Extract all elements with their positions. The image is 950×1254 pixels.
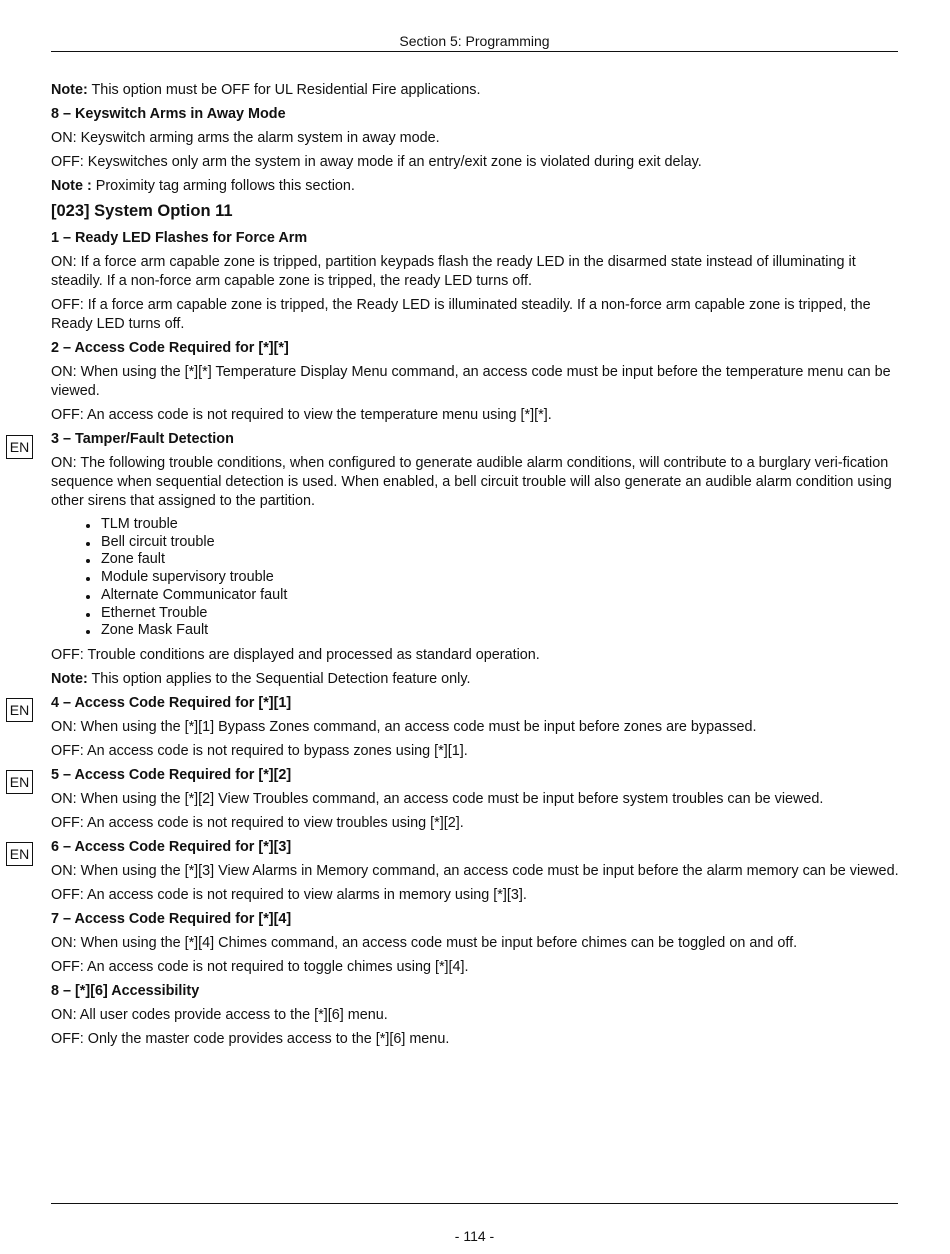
note-text: This option must be OFF for UL Residential Fire applications. <box>87 82 481 98</box>
option-off-text: OFF: Only the master code provides access to the [*][6] menu. <box>51 1030 450 1047</box>
option-on-text: ON: If a force arm capable zone is tripped, partition keypads flash the ready LED in the disarmed state instead of illuminating it steadily. If a non-force arm capable zone is tripped, the ready LED turns off. <box>51 254 856 289</box>
option-heading: 6 – Access Code Required for [*][3] <box>51 838 292 855</box>
option-off-text: OFF: An access code is not required to bypass zones using [*][1]. <box>51 742 468 759</box>
list-item: Ethernet Trouble <box>101 605 903 623</box>
option-off-text: OFF: An access code is not required to toggle chimes using [*][4]. <box>51 958 469 975</box>
note-label: Note : <box>51 178 92 194</box>
note-text: This option applies to the Sequential Detection feature only. <box>87 670 471 687</box>
note-label: Note: <box>51 82 88 98</box>
option-heading: 1 – Ready LED Flashes for Force Arm <box>51 230 308 246</box>
page-number: - 114 - <box>454 1228 495 1244</box>
header-divider <box>51 51 898 52</box>
note-paragraph <box>51 81 903 100</box>
option-on-text: ON: When using the [*][3] View Alarms in Memory command, an access code must be input before the alarm memory can be viewed. <box>51 862 899 879</box>
list-item: Module supervisory trouble <box>101 569 903 587</box>
option-heading: 4 – Access Code Required for [*][1] <box>51 694 292 711</box>
option-off-text: OFF: An access code is not required to view alarms in memory using [*][3]. <box>51 886 527 903</box>
option-heading: 2 – Access Code Required for [*][*] <box>51 340 289 356</box>
option-on-text: ON: Keyswitch arming arms the alarm system in away mode. <box>51 130 440 146</box>
option-heading: 3 – Tamper/Fault Detection <box>51 431 234 447</box>
note-paragraph <box>51 177 903 196</box>
option-on-text: ON: When using the [*][*] Temperature Display Menu command, an access code must be input before the temperature menu can be viewed. <box>51 364 891 399</box>
option-heading: 5 – Access Code Required for [*][2] <box>51 766 292 783</box>
list-item: Zone fault <box>101 551 903 569</box>
en-language-marker: EN <box>6 842 33 866</box>
option-on-text: ON: All user codes provide access to the [*][6] menu. <box>51 1006 388 1023</box>
option-off-text: OFF: An access code is not required to view troubles using [*][2]. <box>51 814 464 831</box>
option-heading: 8 – Keyswitch Arms in Away Mode <box>51 106 286 122</box>
note-text: Proximity tag arming follows this section. <box>91 178 355 194</box>
list-item: Alternate Communicator fault <box>101 587 903 605</box>
list-item: Bell circuit trouble <box>101 534 903 552</box>
option-on-text: ON: The following trouble conditions, when configured to generate audible alarm conditions, will contribute to a burglary veri-fication sequence when sequential detection is used. When enabled, a bell circuit trouble will also generate an audible alarm condition using other sirens that assigned to the partition. <box>51 455 892 509</box>
running-header: Section 5: Programming <box>399 33 550 49</box>
section-heading: [023] System Option 11 <box>51 202 233 220</box>
note-label: Note: <box>51 670 88 687</box>
footer-divider <box>51 1203 898 1204</box>
en-language-marker: EN <box>6 770 33 794</box>
page-content <box>51 81 903 1054</box>
list-item: TLM trouble <box>101 516 903 534</box>
trouble-conditions-list <box>51 516 903 640</box>
option-off-text: OFF: Trouble conditions are displayed and processed as standard operation. <box>51 646 540 663</box>
option-heading: 8 – [*][6] Accessibility <box>51 982 200 999</box>
en-language-marker: EN <box>6 435 33 459</box>
option-off-text: OFF: Keyswitches only arm the system in away mode if an entry/exit zone is violated during exit delay. <box>51 154 702 170</box>
option-off-text: OFF: An access code is not required to view the temperature menu using [*][*]. <box>51 407 552 423</box>
option-on-text: ON: When using the [*][1] Bypass Zones command, an access code must be input before zones are bypassed. <box>51 718 757 735</box>
note-paragraph <box>51 670 903 689</box>
list-item: Zone Mask Fault <box>101 622 903 640</box>
option-off-text: OFF: If a force arm capable zone is tripped, the Ready LED is illuminated steadily. If a non-force arm capable zone is tripped, the Ready LED turns off. <box>51 297 871 332</box>
option-on-text: ON: When using the [*][2] View Troubles command, an access code must be input before system troubles can be viewed. <box>51 790 824 807</box>
option-heading: 7 – Access Code Required for [*][4] <box>51 910 292 927</box>
en-language-marker: EN <box>6 698 33 722</box>
option-on-text: ON: When using the [*][4] Chimes command, an access code must be input before chimes can be toggled on and off. <box>51 934 798 951</box>
